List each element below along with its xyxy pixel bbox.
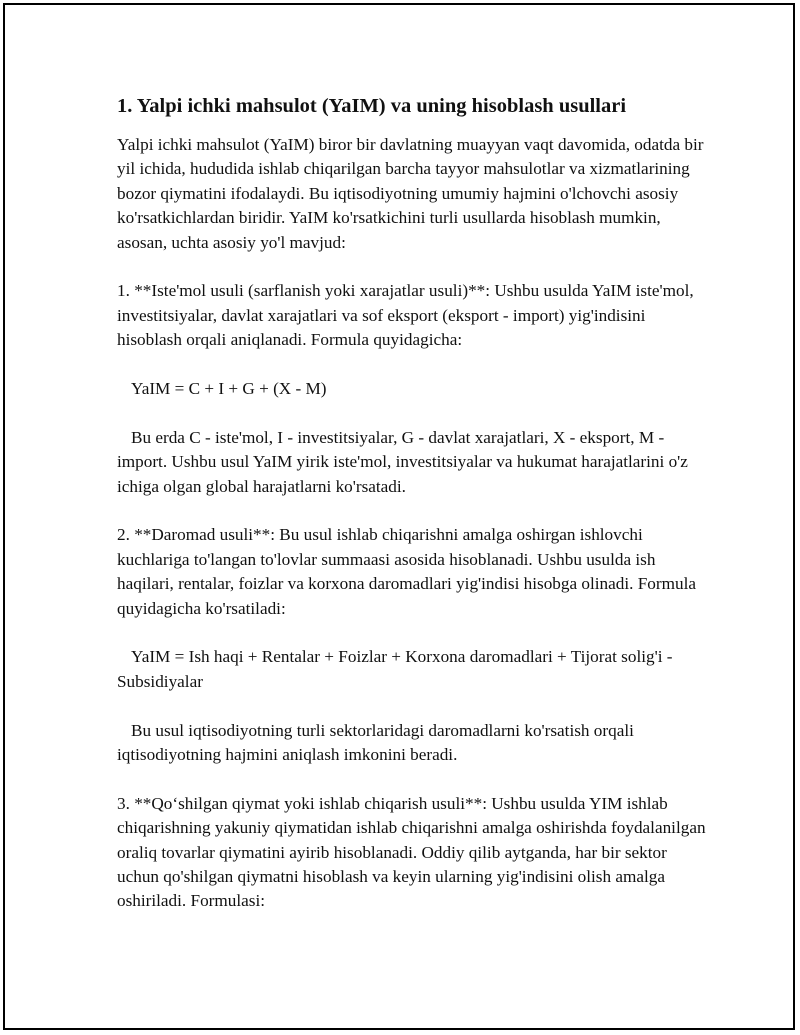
document-title: 1. Yalpi ichki mahsulot (YaIM) va uning hisoblash usullari <box>117 95 627 117</box>
formula-2: YaIM = Ish haqi + Rentalar + Foizlar + Korxona daromadlari + Tijorat solig'i - Subsidiyalar <box>117 647 673 691</box>
method-1-explanation: Bu erda C - iste'mol, I - investitsiyalar, G - davlat xarajatlari, X - eksport, M - import. Ushbu usul YaIM yirik iste'mol, investitsiyalar va hukumat harajatlarini o'z ichiga olgan global harajatlarni ko'rsatadi. <box>117 427 688 496</box>
method-3-paragraph: 3. **Qo‘shilgan qiymat yoki ishlab chiqarish usuli**: Ushbu usulda YIM ishlab chiqarishning yakuniy qiymatidan ishlab chiqarishni amalga oshirishda foydalanilgan oraliq tovarlar qiymatini ayirib hisoblanadi. Oddiy qilib aytganda, har bir sektor uchun qo'shilgan qiymatni hisoblash va keyin ularning yig'indisini olish amalga oshiriladi. Formulasi: <box>117 793 706 911</box>
formula-1: YaIM = C + I + G + (X - M) <box>131 379 327 399</box>
intro-paragraph: Yalpi ichki mahsulot (YaIM) biror bir davlatning muayyan vaqt davomida, odatda bir yil ichida, hududida ishlab chiqarilgan barcha tayyor mahsulotlar va xizmatlarining bozor qiymatini ifodalaydi. Bu iqtisodiyotning umumiy hajmini o'lchovchi asosiy ko'rsatkichlardan biridir. YaIM ko'rsatkichini turli usullarda hisoblash mumkin, asosan, uchta asosiy yo'l mavjud: <box>117 135 704 252</box>
method-2-explanation: Bu usul iqtisodiyotning turli sektorlaridagi daromadlarni ko'rsatish orqali iqtisodiyotning hajmini aniqlash imkonini beradi. <box>117 720 634 765</box>
document-body <box>117 92 707 914</box>
method-1-paragraph: 1. **Iste'mol usuli (sarflanish yoki xarajatlar usuli)**: Ushbu usulda YaIM iste'mol, investitsiyalar, davlat xarajatlari va sof eksport (eksport - import) yig'indisini hisoblash orqali aniqlanadi. Formula quyidagicha: <box>117 281 694 350</box>
method-2-paragraph: 2. **Daromad usuli**: Bu usul ishlab chiqarishni amalga oshirgan ishlovchi kuchlariga to'langan to'lovlar summaasi asosida hisoblanadi. Ushbu usulda ish haqilari, rentalar, foizlar va korxona daromadlari yig'indisi hisobga olinadi. Formula quyidagicha ko'rsatiladi: <box>117 525 696 618</box>
